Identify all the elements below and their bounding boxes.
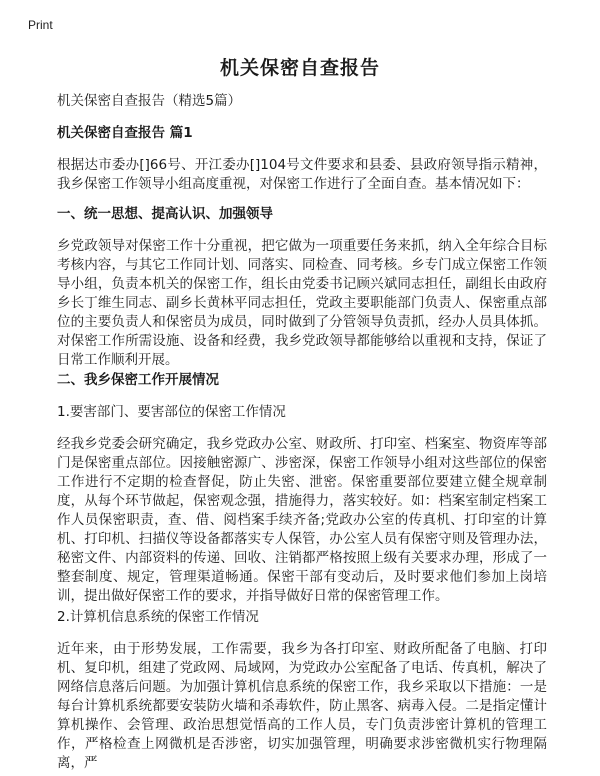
document-title: 机关保密自查报告 xyxy=(219,57,380,79)
section-heading: 机关保密自查报告 篇1 xyxy=(57,125,193,141)
paragraph-key-departments: 经我乡党委会研究确定，我乡党政办公室、财政所、打印室、档案室、物资库等部门是保密重点部位。因接触密源广、涉密深，保密工作领导小组对这些部位的保密工作进行不定期的检查督促，防止失密、泄密。保密重要部位要建立健全规章制度，从每个环节做起，保密观念强，措施得力，落实较好。如：档案室制定档案工作人员保密职责，查、借、阅档案手续齐备;党政办公室的传真机、打印室的计算机、打印机、扫描仪等设备都落实专人保管，办公室人员有保密守则及管理办法，秘密文件、内部资料的传递、回收、注销都严格按照上级有关要求办理，形成了一整套制度、规定，管理渠道畅通。保密干部有变动后，及时要求他们参加上岗培训，提出做好保密工作的要求，并指导做好日常的保密管理工作。 xyxy=(57,436,547,604)
subheading-computer-systems: 2.计算机信息系统的保密工作情况 xyxy=(57,609,259,625)
document-subtitle: 机关保密自查报告（精选5篇） xyxy=(57,93,242,109)
intro-paragraph: 根据达市委办[]66号、开江委办[]104号文件要求和县委、县政府领导指示精神，我乡保密工作领导小组高度重视，对保密工作进行了全面自查。基本情况如下： xyxy=(57,157,547,192)
subheading-key-departments: 1.要害部门、要害部位的保密工作情况 xyxy=(57,404,286,420)
heading-unify-thinking: 一、统一思想、提高认识、加强领导 xyxy=(57,206,273,222)
paragraph-leadership: 乡党政领导对保密工作十分重视，把它做为一项重要任务来抓，纳入全年综合目标考核内容，与其它工作同计划、同落实、同检查、同考核。乡专门成立保密工作领导小组，负责本机关的保密工作，组长由党委书记顾兴斌同志担任，副组长由政府乡长丁维生同志、副乡长黄林平同志担任，党政主要职能部门负责人、保密重点部位的主要负责人和保密员为成员，同时做到了分管领导负责抓，经办人员具体抓。对保密工作所需设施、设备和经费，我乡党政领导都能够给以重视和支持，保证了日常工作顺利开展。 xyxy=(57,238,547,368)
heading-work-status: 二、我乡保密工作开展情况 xyxy=(57,372,219,388)
paragraph-computer-systems: 近年来，由于形势发展，工作需要，我乡为各打印室、财政所配备了电脑、打印机、复印机，组建了党政网、局域网，为党政办公室配备了电话、传真机，解决了网络信息落后问题。为加强计算机信息系统的保密工作，我乡采取以下措施：一是每台计算机系统都要安装防火墙和杀毒软件，防止黑客、病毒入侵。二是指定懂计算机操作、会管理、政治思想觉悟高的工作人员，专门负责涉密计算机的管理工作，严格检查上网微机是否涉密，切实加强管理，明确要求涉密微机实行物理隔离，严 xyxy=(57,641,547,771)
print-label: Print xyxy=(28,18,53,32)
